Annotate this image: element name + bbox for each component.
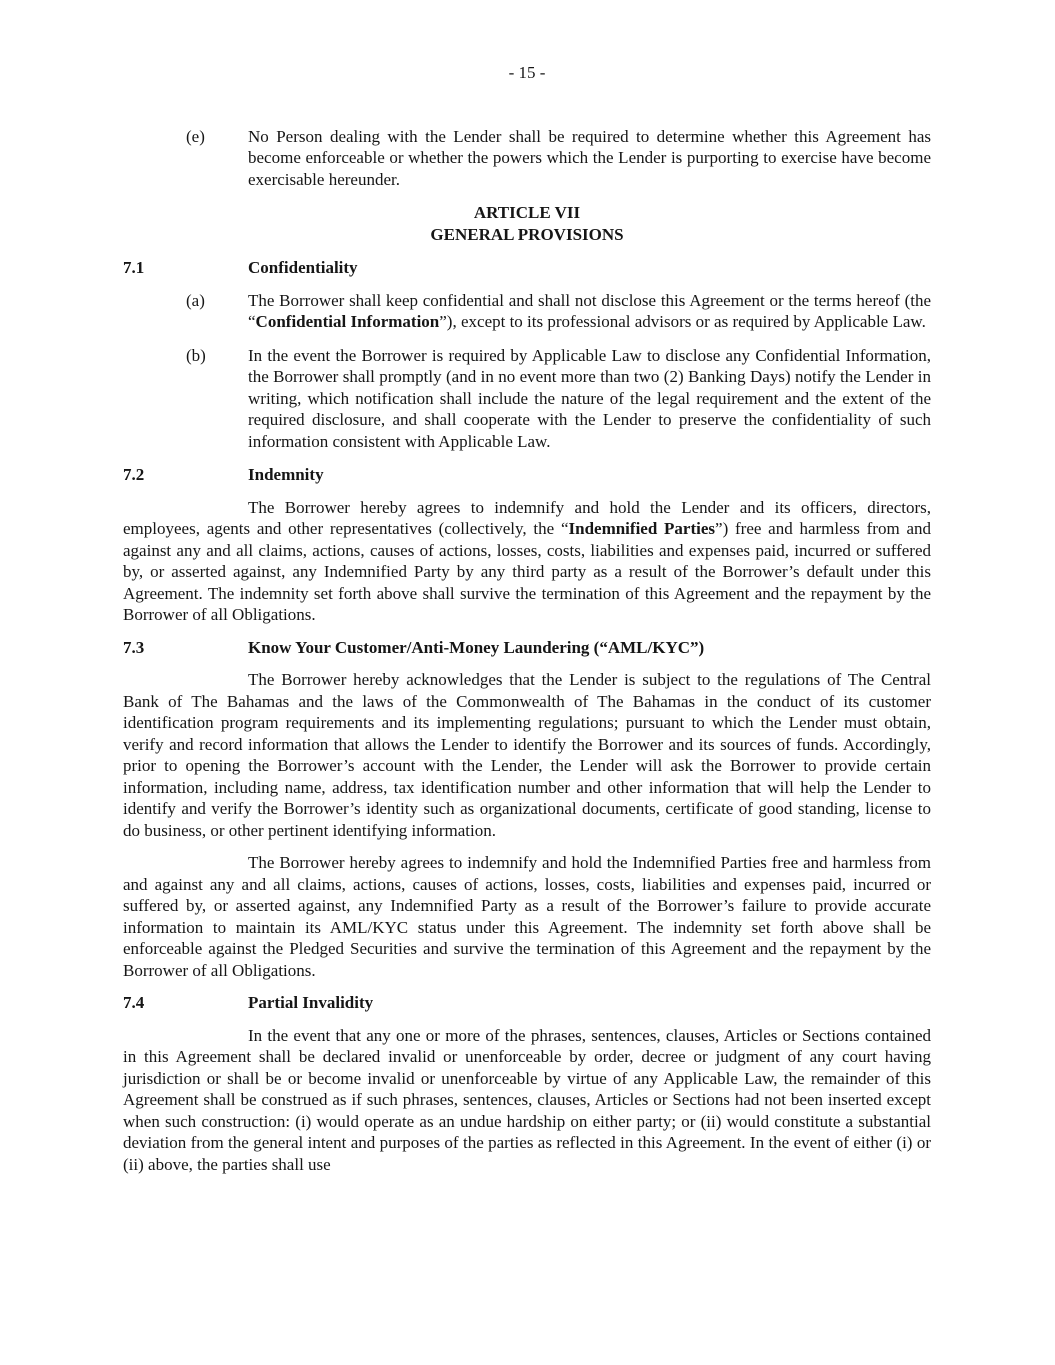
defined-term-confidential-information: Confidential Information — [255, 312, 440, 331]
section-7-3-title: Know Your Customer/Anti-Money Laundering (“AML/KYC”) — [248, 637, 705, 657]
section-7-3-number: 7.3 — [123, 637, 145, 657]
defined-term-indemnified-parties: Indemnified Parties — [568, 519, 716, 538]
section-7-4-heading — [123, 992, 931, 1014]
section-7-4-number: 7.4 — [123, 993, 145, 1012]
article-vii-title: ARTICLE VII — [473, 203, 581, 222]
section-7-2-heading — [123, 464, 931, 486]
clause-e — [123, 126, 931, 191]
clause-7-1-a-text-before: The Borrower shall keep confidential and shall not disclose this Agreement or the terms hereof (the “ — [248, 290, 931, 331]
section-7-2-title: Indemnity — [248, 465, 324, 484]
section-7-1-title: Confidentiality — [248, 258, 358, 277]
section-7-3-heading — [123, 637, 931, 659]
section-7-3-paragraph-1: The Borrower hereby acknowledges that the Lender is subject to the regulations of The Central Bank of The Bahamas and the laws of the Commonwealth of The Bahamas in the conduct of its customer identification program requirements and its implementing regulations; pursuant to which the Lender must obtain, verify and record information that allows the Lender to identify the Borrower and its sources of funds. Accordingly, prior to opening the Borrower’s account with the Lender, the Lender will ask the Borrower to provide certain information, including name, address, tax identification number and other information that will help the Lender to identify and verify the Borrower’s identity such as organizational documents, certificate of good standing, license to do business, or other pertinent identifying information. — [123, 670, 931, 840]
clause-e-label: (e) — [186, 126, 205, 146]
section-7-2-number: 7.2 — [123, 465, 145, 484]
section-7-2-paragraph-before: The Borrower hereby agrees to indemnify and hold the Lender and its officers, directors, employees, agents and other representatives (collectively, the “ — [123, 497, 931, 538]
clause-7-1-a — [123, 290, 931, 333]
clause-7-1-a-label: (a) — [186, 290, 205, 310]
clause-e-text: No Person dealing with the Lender shall be required to determine whether this Agreement has become enforceable or whether the powers which the Lender is purporting to exercise have become exercisable hereunder. — [248, 126, 931, 189]
section-7-4-paragraph: In the event that any one or more of the phrases, sentences, clauses, Articles or Sections contained in this Agreement shall be declared invalid or unenforceable by order, decree or judgment of any court having jurisdiction or shall be or become invalid or unenforceable by virtue of any Applicable Law, the remainder of this Agreement shall be construed as if such phrases, sentences, clauses, Articles or Sections had not been inserted except when such construction: (i) would operate as an undue hardship on either party; or (ii) would constitute a substantial deviation from the general intent and purposes of the parties as reflected in this Agreement. In the event of either (i) or (ii) above, the parties shall use — [123, 1025, 931, 1174]
clause-7-1-a-text-after: ”), except to its professional advisors or as required by Applicable Law. — [439, 312, 926, 331]
clause-7-1-a-text — [248, 290, 931, 333]
clause-7-1-b — [123, 345, 931, 453]
section-7-1-number: 7.1 — [123, 258, 145, 277]
section-7-3-paragraph-2: The Borrower hereby agrees to indemnify and hold the Indemnified Parties free and harmless from and against any and all claims, actions, causes of actions, losses, costs, liabilities and expenses paid, incurred or suffered by, or asserted against, any Indemnified Party as a result of the Borrower’s failure to provide accurate information to maintain its AML/KYC status under this Agreement. The indemnity set forth above shall be enforceable against the Pledged Securities and survive the termination of this Agreement and the repayment by the Borrower of all Obligations. — [123, 853, 931, 980]
article-vii-subtitle: GENERAL PROVISIONS — [430, 224, 624, 244]
page-number: - 15 - — [508, 63, 546, 82]
section-7-1-heading — [123, 257, 931, 279]
clause-7-1-b-text: In the event the Borrower is required by Applicable Law to disclose any Confidential Information, the Borrower shall promptly (and in no event more than two (2) Banking Days) notify the Lender in writing, which notification shall include the nature of the legal requirement and the extent of the required disclosure, and shall cooperate with the Lender to preserve the confidentiality of such information consistent with Applicable Law. — [248, 345, 931, 451]
article-vii-heading — [123, 202, 931, 245]
section-7-4-title: Partial Invalidity — [248, 993, 374, 1012]
section-7-2-paragraph — [123, 497, 931, 626]
section-7-2-paragraph-after: ”) free and harmless from and against any and all claims, actions, causes of actions, losses, costs, liabilities and expenses paid, incurred or suffered by, or asserted against, any Indemnified Party by any third party as a result of the Borrower’s default under this Agreement. The indemnity set forth above shall survive the termination of this Agreement and the repayment by the Borrower of all Obligations. — [123, 519, 931, 624]
clause-7-1-b-label: (b) — [186, 345, 206, 365]
